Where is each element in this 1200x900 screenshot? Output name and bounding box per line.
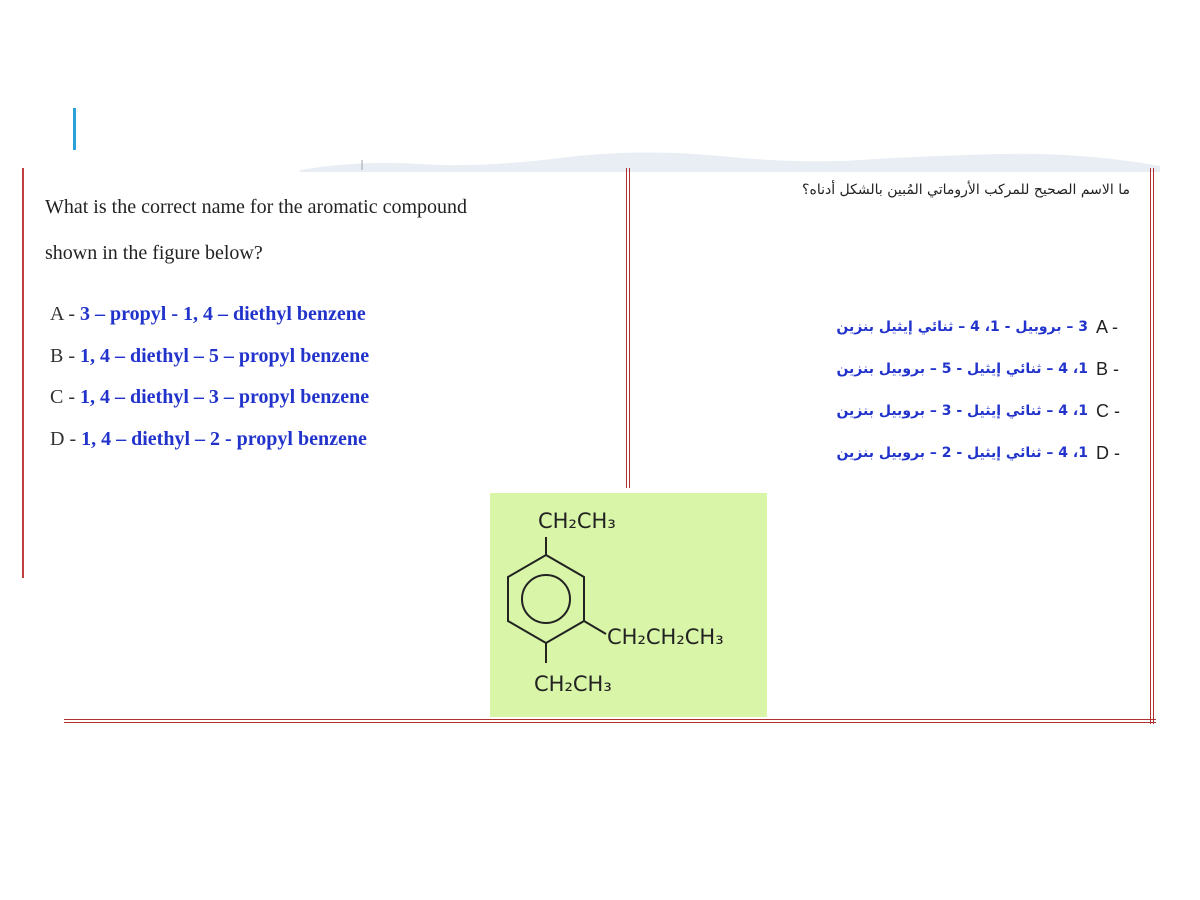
option-text: 1, 4 – diethyl – 5 – propyl benzene <box>80 344 370 367</box>
question-english <box>45 184 605 276</box>
question-english-line1: What is the correct name for the aromatic compound <box>45 196 468 218</box>
side-substituent-label: CH₂CH₂CH₃ <box>607 625 724 649</box>
option-english-a <box>50 303 610 345</box>
frame-center-divider <box>626 168 630 488</box>
option-text: 1، 4 – ثنائي إيثيل - 3 – بروبيل بنزين <box>836 403 1088 419</box>
option-arabic-d <box>640 432 1130 474</box>
aromatic-circle <box>522 575 570 623</box>
benzene-structure-drawing <box>490 493 767 717</box>
option-text: 3 – propyl - 1, 4 – diethyl benzene <box>80 303 366 325</box>
option-text: 1, 4 – diethyl – 2 - propyl benzene <box>81 427 367 450</box>
option-arabic-c <box>640 390 1130 432</box>
frame-left-border <box>22 168 24 578</box>
option-label: A - <box>50 303 75 325</box>
options-english <box>50 303 610 469</box>
top-substituent-label: CH₂CH₃ <box>538 509 616 533</box>
option-english-d <box>50 428 610 470</box>
option-text: 1، 4 – ثنائي إيثيل - 2 – بروبيل بنزين <box>836 445 1088 461</box>
bottom-substituent-label: CH₂CH₃ <box>534 672 612 696</box>
frame-bottom-border <box>64 719 1156 723</box>
compound-structure-figure <box>490 493 767 717</box>
option-label: C - <box>1096 400 1120 421</box>
option-label: B - <box>50 344 75 367</box>
option-label: C - <box>50 386 75 408</box>
option-label: D - <box>50 427 77 450</box>
option-text: 1، 4 – ثنائي إيثيل - 5 – بروبيل بنزين <box>836 361 1088 377</box>
option-label: A - <box>1096 316 1119 337</box>
option-text: 1, 4 – diethyl – 3 – propyl benzene <box>80 386 370 408</box>
option-english-b <box>50 345 610 387</box>
question-english-line2: shown in the figure below? <box>45 242 263 264</box>
option-label: B - <box>1096 358 1120 379</box>
benzene-ring <box>508 555 584 643</box>
option-arabic-b <box>640 348 1130 390</box>
side-bond <box>584 621 606 634</box>
option-english-c <box>50 386 610 428</box>
option-text: 3 – بروبيل - 1، 4 – ثنائي إيثيل بنزين <box>836 319 1088 335</box>
text-cursor <box>73 108 76 150</box>
frame-right-border <box>1150 168 1154 724</box>
option-label: D - <box>1096 442 1120 463</box>
option-arabic-a <box>640 306 1130 348</box>
options-arabic <box>640 306 1130 474</box>
question-arabic: ما الاسم الصحيح للمركب الأروماتي المُبين بالشكل أدناه؟ <box>802 182 1130 198</box>
